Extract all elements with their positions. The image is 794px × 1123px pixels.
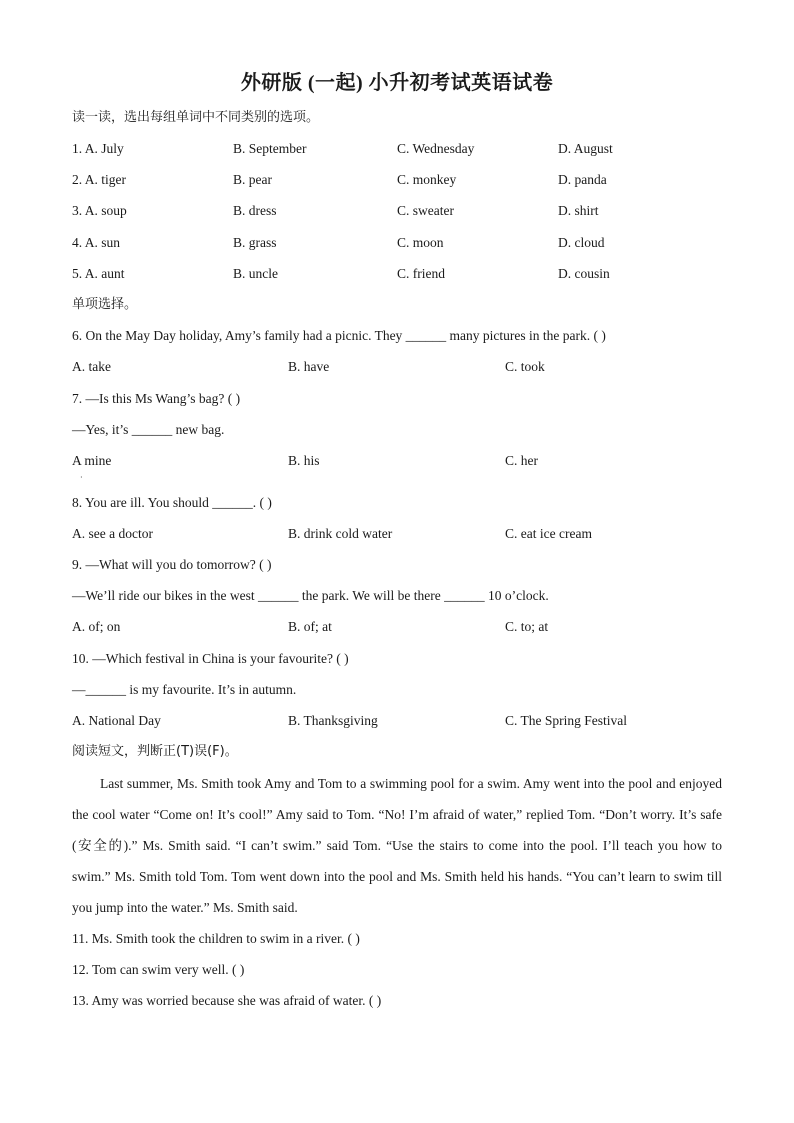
vocab-option-b: B. uncle	[233, 266, 278, 281]
vocab-option-c: C. monkey	[397, 172, 457, 187]
option-b: B. have	[288, 359, 330, 374]
option-a: A. take	[72, 359, 111, 374]
question-10-answer-line: —______ is my favourite. It’s in autumn.	[72, 682, 297, 697]
question-9-answer-line: —We’ll ride our bikes in the west ______ the park. We will be there ______ 10 o’clock.	[72, 588, 549, 603]
question-10-options	[0, 712, 794, 730]
vocab-option-b: B. dress	[233, 203, 277, 218]
vocab-option-a: 1. A. July	[72, 141, 124, 156]
vocab-option-d: D. cloud	[558, 235, 605, 250]
vocab-option-d: D. August	[558, 141, 613, 156]
question-10: 10. —Which festival in China is your favourite? ( )	[72, 651, 349, 666]
vocab-option-a: 4. A. sun	[72, 235, 121, 250]
vocab-question-row	[0, 265, 794, 283]
question-9-options	[0, 618, 794, 636]
vocab-option-b: B. grass	[233, 235, 277, 250]
option-c: C. eat ice cream	[505, 526, 592, 541]
question-6: 6. On the May Day holiday, Amy’s family had a picnic. They ______ many pictures in the park. ( )	[72, 328, 606, 343]
option-b: B. drink cold water	[288, 526, 393, 541]
option-c: C. The Spring Festival	[505, 713, 628, 728]
vocab-option-a: 5. A. aunt	[72, 266, 125, 281]
stray-dot: ·	[80, 473, 83, 482]
vocab-option-a: 3. A. soup	[72, 203, 127, 218]
question-9: 9. —What will you do tomorrow? ( )	[72, 557, 272, 572]
vocab-question-row	[0, 234, 794, 252]
question-7-answer-line: —Yes, it’s ______ new bag.	[72, 422, 225, 437]
vocab-option-d: D. cousin	[558, 266, 610, 281]
true-false-question: 13. Amy was worried because she was afraid of water. ( )	[72, 993, 382, 1008]
vocab-question-row	[0, 171, 794, 189]
vocab-option-b: B. September	[233, 141, 307, 156]
vocab-question-row	[0, 140, 794, 158]
true-false-question: 11. Ms. Smith took the children to swim in a river. ( )	[72, 931, 360, 946]
question-8: 8. You are ill. You should ______. ( )	[72, 495, 272, 510]
option-c: C. her	[505, 453, 538, 468]
vocab-option-d: D. shirt	[558, 203, 599, 218]
vocab-option-a: 2. A. tiger	[72, 172, 126, 187]
vocab-option-b: B. pear	[233, 172, 272, 187]
true-false-question: 12. Tom can swim very well. ( )	[72, 962, 245, 977]
vocab-option-c: C. friend	[397, 266, 445, 281]
section-heading-vocab: 读一读，选出每组单词中不同类别的选项。	[72, 110, 320, 125]
vocab-option-c: C. sweater	[397, 203, 454, 218]
question-8-options	[0, 525, 794, 543]
option-a: A. of; on	[72, 619, 121, 634]
section-heading-reading: 阅读短文，判断正(T)误(F)。	[72, 744, 238, 759]
reading-passage: Last summer, Ms. Smith took Amy and Tom to a swimming pool for a swim. Amy went into the pool and enjoyed the cool water “Come on! It’s cool!” Amy said to Tom. “No! I’m afraid of water,” replied Tom. “Don’t worry. It’s safe (安全的).” Ms. Smith said. “I can’t swim.” said Tom. “Use the stairs to come into the pool. I’ll teach you how to swim.” Ms. Smith told Tom. Tom went down into the pool and Ms. Smith held his hands. “You can’t learn to swim till you jump into the water.” Ms. Smith said.	[72, 776, 722, 915]
question-6-options	[0, 358, 794, 376]
option-a: A. see a doctor	[72, 526, 153, 541]
question-7: 7. —Is this Ms Wang’s bag? ( )	[72, 391, 241, 406]
option-c: C. took	[505, 359, 545, 374]
section-heading-choice: 单项选择。	[72, 297, 138, 312]
option-a: A. National Day	[72, 713, 161, 728]
option-a: A mine	[72, 453, 112, 468]
option-b: B. of; at	[288, 619, 332, 634]
option-c: C. to; at	[505, 619, 549, 634]
option-b: B. Thanksgiving	[288, 713, 378, 728]
vocab-option-d: D. panda	[558, 172, 607, 187]
option-b: B. his	[288, 453, 320, 468]
page-title: 外研版 (一起) 小升初考试英语试卷	[240, 72, 554, 94]
vocab-question-row	[0, 202, 794, 220]
vocab-option-c: C. Wednesday	[397, 141, 475, 156]
vocab-option-c: C. moon	[397, 235, 444, 250]
question-7-options	[0, 452, 794, 470]
